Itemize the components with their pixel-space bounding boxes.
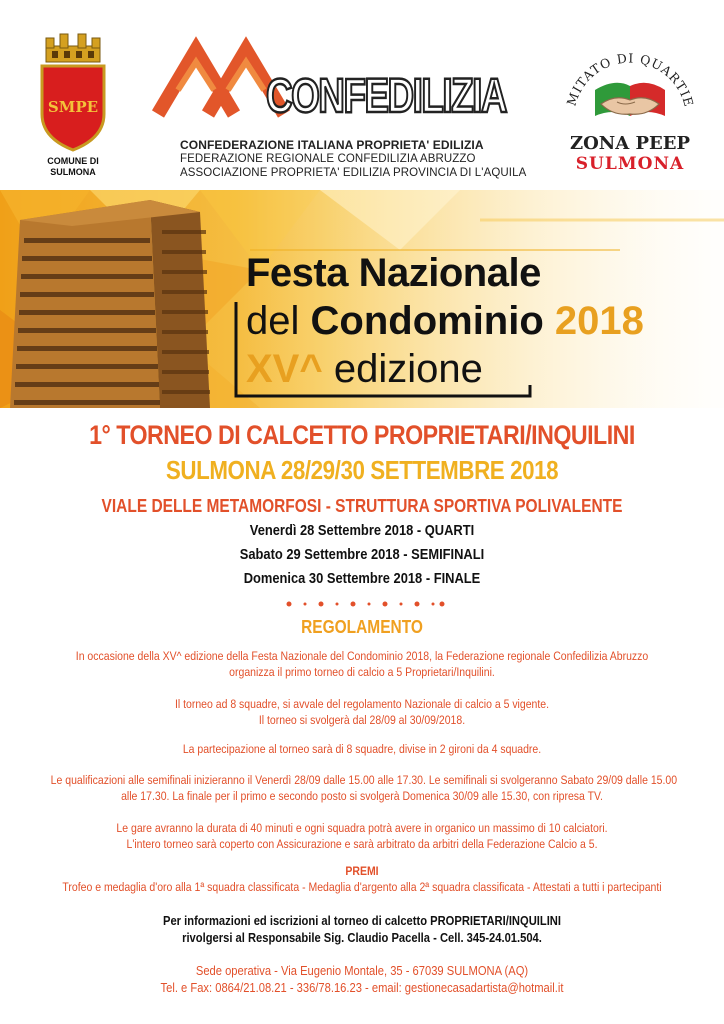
schedule-item-quarti: Venerdì 28 Settembre 2018 - QUARTI: [249, 522, 475, 539]
paragraph-line: Le gare avranno la durata di 40 minuti e ogni squadra potrà avere in organico un massimo di 10 calciatori.: [116, 821, 608, 835]
paragraph-line: L'intero torneo sarà coperto con Assicurazione e sarà arbitrato da arbitri della Federazione Calcio a 5.: [126, 837, 598, 851]
festa-year: 2018: [554, 299, 644, 343]
regolamento-title: REGOLAMENTO: [301, 617, 423, 637]
paragraph-line: In occasione della XV^ edizione della Festa Nazionale del Condominio 2018, la Federazione regionale Confedilizia Abruzzo: [75, 649, 649, 663]
contact-address: Sede operativa - Via Eugenio Montale, 35 - 67039 SULMONA (AQ): [195, 963, 529, 978]
contacts-block: [0, 962, 724, 996]
confedilizia-logo: [148, 34, 510, 124]
paragraph-line: Il torneo ad 8 squadre, si avvale del regolamento Nazionale di calcio a 5 vigente.: [174, 697, 550, 711]
festa-condominio: Condominio: [310, 299, 544, 343]
comune-coat-of-arms: [28, 30, 118, 190]
tournament-title: 1° TORNEO DI CALCETTO PROPRIETARI/INQUILINI: [89, 420, 635, 450]
coa-motto: SMPE: [47, 98, 99, 116]
comitato-arc-text: MITATO DI QUARTIE: [563, 50, 697, 109]
regolamento-paragraph-1: [0, 648, 724, 680]
paragraph-line: Il torneo si svolgerà dal 28/09 al 30/09/2018.: [258, 713, 466, 727]
confed-line-2: FEDERAZIONE REGIONALE CONFEDILIZIA ABRUZZO: [180, 153, 476, 165]
festa-title-line1: Festa Nazionale: [246, 251, 541, 295]
paragraph-line: alle 17.30. La finale per il primo e secondo posto si svolgerà Domenica 30/09 alle 15.30, con ripresa TV.: [121, 789, 603, 803]
zona-peep-label: ZONA PEEP: [569, 133, 690, 154]
confedilizia-wordmark: CONFEDILIZIA: [266, 70, 508, 123]
info-line-1: Per informazioni ed iscrizioni al torneo di calcetto PROPRIETARI/INQUILINI: [163, 913, 561, 928]
regolamento-paragraph-3: [0, 741, 724, 757]
festa-title-line2: [246, 298, 644, 344]
info-block: [0, 912, 724, 946]
info-line-2: rivolgersi al Responsabile Sig. Claudio Pacella - Cell. 345-24.01.504.: [182, 930, 542, 945]
zona-sulmona-label: SULMONA: [575, 154, 685, 174]
premi-title: PREMI: [345, 864, 379, 878]
tournament-venue: VIALE DELLE METAMORFOSI - STRUTTURA SPORTIVA POLIVALENTE: [101, 496, 623, 516]
confed-line-1: CONFEDERAZIONE ITALIANA PROPRIETA' EDILIZIA: [180, 138, 484, 152]
crown-shield-icon: [28, 30, 118, 155]
confedilizia-subtitle: [180, 138, 527, 180]
comitato-quartiere-logo: [555, 30, 705, 182]
paragraph-line: La partecipazione al torneo sarà di 8 squadre, divise in 2 gironi da 4 squadre.: [182, 742, 542, 756]
festa-del: del: [246, 299, 311, 343]
regolamento-paragraph-4: [0, 772, 724, 804]
paragraph-line: Le qualificazioni alle semifinali inizieranno il Venerdì 28/09 dalle 15.00 alle 17.30. Le semifinali si svolgeranno Sabato 29/09 dalle 15.00: [50, 773, 678, 787]
festa-xv: XV^: [246, 347, 323, 391]
festa-edizione: edizione: [333, 347, 483, 391]
schedule-item-semifinali: Sabato 29 Settembre 2018 - SEMIFINALI: [239, 546, 485, 563]
paragraph-line: organizza il primo torneo di calcio a 5 Proprietari/Inquilini.: [229, 665, 495, 679]
regolamento-paragraph-2: [0, 696, 724, 728]
comune-line1: COMUNE DI: [47, 156, 99, 166]
dotted-divider: [285, 599, 445, 609]
comune-line2: SULMONA: [50, 167, 96, 177]
festa-title-line3: [246, 346, 483, 392]
schedule-item-finale: Domenica 30 Settembre 2018 - FINALE: [243, 570, 481, 587]
contact-phone-email: Tel. e Fax: 0864/21.08.21 - 336/78.16.23 - email: gestionecasadartista@hotmail.it: [160, 980, 564, 995]
confed-line-3: ASSOCIAZIONE PROPRIETA' EDILIZIA PROVINCIA DI L'AQUILA: [180, 167, 527, 179]
header: [0, 0, 724, 190]
regolamento-paragraph-5: [0, 820, 724, 852]
comune-caption: [28, 156, 118, 178]
premi-text: Trofeo e medaglia d'oro alla 1ª squadra classificata - Medaglia d'argento alla 2ª squadra classificata - Attestati a tutti i partecipanti: [62, 880, 662, 894]
tournament-dates: SULMONA 28/29/30 SETTEMBRE 2018: [165, 455, 559, 485]
